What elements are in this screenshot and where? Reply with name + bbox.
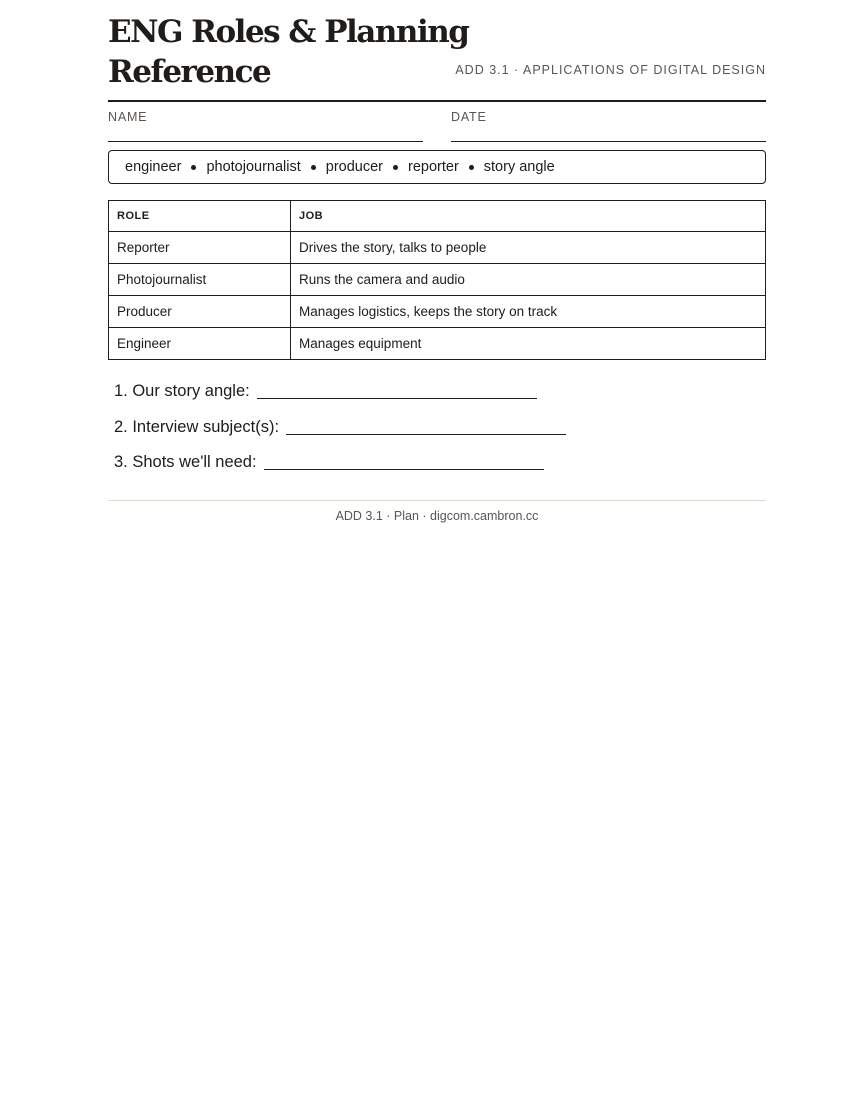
job-cell: Drives the story, talks to people [291,232,766,264]
table-row [109,296,766,328]
table-header-row [109,201,766,232]
role-cell: Engineer [109,328,291,360]
question-label: 3. Shots we'll need: [114,453,257,472]
student-fields [108,102,766,150]
word-bank-term: reporter [408,159,459,175]
role-cell: Producer [109,296,291,328]
word-bank-term: photojournalist [206,159,301,175]
word-bank [108,150,766,184]
job-cell: Manages equipment [291,328,766,360]
column-header-role: ROLE [109,201,291,232]
course-label: ADD 3.1 · APPLICATIONS OF DIGITAL DESIGN [455,63,766,77]
page-title [108,12,468,92]
question-interview-subjects [114,410,766,446]
word-bank-term: producer [325,159,383,175]
bullet-separator [311,165,316,170]
name-field[interactable] [108,102,423,142]
role-cell: Photojournalist [109,264,291,296]
name-label: NAME [108,110,148,124]
word-bank-term: engineer [125,159,182,175]
job-cell: Manages logistics, keeps the story on track [291,296,766,328]
worksheet [108,0,766,523]
question-label: 2. Interview subject(s): [114,417,280,436]
word-bank-term: story angle [483,159,555,175]
date-label: DATE [451,110,487,124]
table-row [109,264,766,296]
table-row [109,328,766,360]
column-header-job: JOB [291,201,766,232]
date-field[interactable] [451,102,766,142]
title-line-2: Reference [108,54,271,90]
answer-line[interactable] [286,434,566,435]
job-cell: Runs the camera and audio [291,264,766,296]
planning-questions [108,374,766,481]
table-row [109,232,766,264]
question-shots [114,445,766,481]
role-cell: Reporter [109,232,291,264]
bullet-separator [191,165,196,170]
bullet-separator [469,165,474,170]
question-story-angle [114,374,766,410]
roles-table [108,200,766,360]
answer-line[interactable] [257,398,537,399]
page-footer: ADD 3.1 · Plan · digcom.cambron.cc [108,500,766,523]
answer-line[interactable] [264,469,544,470]
worksheet-header [108,0,766,102]
bullet-separator [393,165,398,170]
title-line-1: ENG Roles & Planning [108,14,469,50]
question-label: 1. Our story angle: [114,382,250,401]
